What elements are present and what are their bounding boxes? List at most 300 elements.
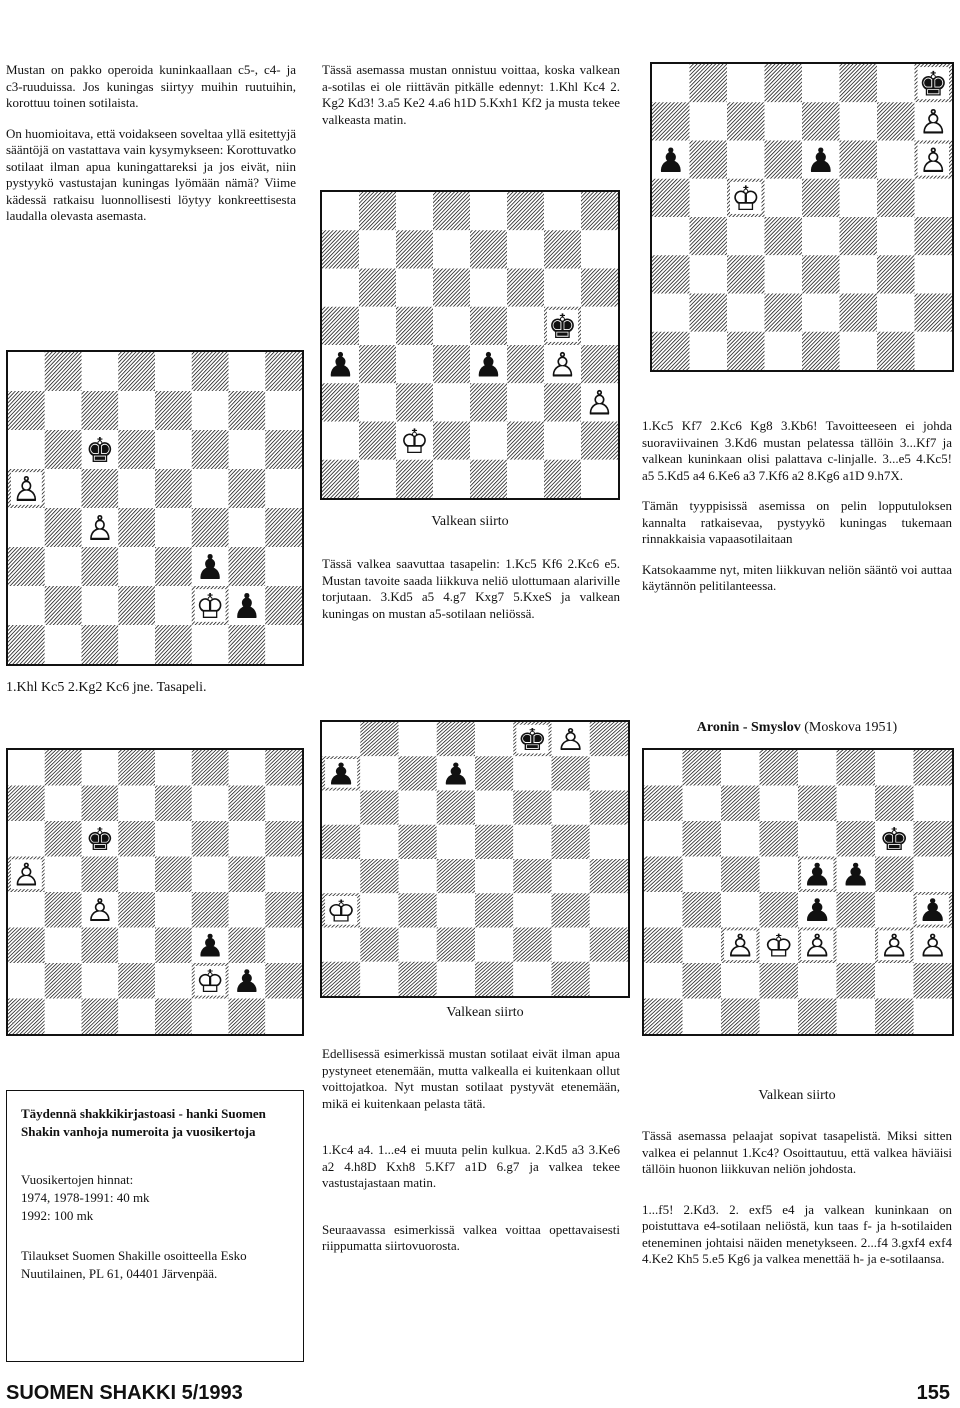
white-pawn-icon: ♙ (85, 508, 115, 549)
board-square (399, 962, 437, 996)
board-square (727, 141, 765, 179)
board-square (192, 625, 229, 664)
board-square (45, 625, 82, 664)
black-king-icon: ♚ (517, 722, 548, 758)
board-square (8, 750, 45, 786)
board-square (683, 857, 722, 893)
board-square (396, 230, 433, 268)
board-square (8, 786, 45, 822)
board-square (82, 750, 119, 786)
black-pawn-icon: ♟ (802, 856, 833, 894)
board-square (513, 825, 551, 859)
board-square (433, 307, 470, 345)
board-square (155, 963, 192, 999)
board-square (840, 332, 878, 370)
board-square (760, 786, 799, 822)
board-square (322, 383, 359, 421)
board-square (322, 859, 360, 893)
white-pawn-icon: ♙ (85, 892, 115, 929)
board-square (590, 928, 628, 962)
board-square (727, 102, 765, 140)
board-square (322, 422, 359, 460)
mid-paragraph-3: Edellisessä esimerkissä mustan sotilaat eivät ilman apua pystyneet etenemään, mutta valkealla ei kuitenkaan ollut voittojatkoa. Nyt mustan sotilaat pystyvät etenemään, mikä ei kuitenkaan pelasta tätä. (322, 1046, 620, 1111)
board-square (359, 345, 396, 383)
board-square (802, 102, 840, 140)
board-square (155, 928, 192, 964)
board-square (118, 352, 155, 391)
mid-paragraph-4: 1.Kc4 a4. 1...e4 ei muuta pelin kulkua. 2.Kd5 a3 3.Ke6 a2 4.h8D Kxh8 5.Kf7 a1D 6.g7 ja valkea tekee vastustajastaan matin. (322, 1142, 620, 1190)
board-square (875, 786, 914, 822)
board-square (8, 586, 45, 625)
board-square (507, 192, 544, 230)
board-square (840, 179, 878, 217)
board-square (552, 859, 590, 893)
board-square (399, 722, 437, 756)
board-square (360, 756, 398, 790)
board-square (155, 625, 192, 664)
board-square (877, 255, 915, 293)
board-square (155, 750, 192, 786)
board-square (475, 791, 513, 825)
right-paragraph-5: 1...f5! 2.Kd3. 2. exf5 e4 ja valkean kuninkaan on poistuttava e4-sotilaan neliöstä, kun taas f- ja h-sotilaiden eteneminen johtaisi näiden menetykseen. 2...f4 3.gxf4 exf4 4.Ke2 Kh5 5.e5 Kg6 ja valkea menettää h- ja e-sotilaansa. (642, 1201, 952, 1266)
right-paragraph-1: 1.Kc5 Kf7 2.Kc6 Kg8 3.Kb6! Tavoitteeseen ei johda suoraviivainen 3.Kd6 mustan pelatessa tällöin 3...Kf7 ja valkean kuninkaan olisi palattava c-linjalle. 3...e5 4.Kc5! a5 5.Kd5 a4 6.Ke6 a3 7.Kf6 a2 8.Kg6 a1D 9.h7X. (642, 418, 952, 483)
board-square (192, 469, 229, 508)
board-square (683, 999, 722, 1035)
black-pawn-icon: ♟ (655, 140, 686, 180)
board-square (82, 391, 119, 430)
board-square (914, 821, 953, 857)
board-square (644, 786, 683, 822)
black-pawn-icon: ♟ (326, 756, 357, 792)
board-square (45, 469, 82, 508)
board-square (683, 963, 722, 999)
board-square (581, 230, 618, 268)
board-square (82, 857, 119, 893)
board-square (721, 750, 760, 786)
board-square (265, 892, 302, 928)
board-square (265, 928, 302, 964)
board-square (192, 430, 229, 469)
white-king-icon: ♔ (399, 421, 430, 461)
board-square (192, 508, 229, 547)
board-square (265, 391, 302, 430)
board-square (82, 999, 119, 1035)
board-square (475, 825, 513, 859)
black-pawn-icon: ♟ (195, 928, 225, 965)
board-square (229, 352, 266, 391)
page-number: 155 (916, 1382, 950, 1404)
board-square (875, 892, 914, 928)
black-pawn-icon: ♟ (232, 586, 262, 627)
board-square (507, 460, 544, 498)
board-square (590, 859, 628, 893)
board-square (507, 269, 544, 307)
board-square (45, 821, 82, 857)
white-king-icon: ♔ (195, 586, 225, 627)
white-pawn-icon: ♙ (879, 927, 910, 965)
board-square (470, 192, 507, 230)
chess-board-svg (322, 722, 628, 996)
board-square (690, 217, 728, 255)
board-square (437, 859, 475, 893)
board-square (265, 821, 302, 857)
board-square (433, 192, 470, 230)
board-square (229, 821, 266, 857)
board-square (915, 332, 953, 370)
board-square (798, 750, 837, 786)
board-square (437, 791, 475, 825)
board-square (265, 999, 302, 1035)
board-square (155, 786, 192, 822)
right-paragraph-3: Katsokaamme nyt, miten liikkuvan neliön sääntö voi auttaa käytännön pelitilanteessa. (642, 561, 952, 593)
board-square (802, 64, 840, 102)
board-square (433, 269, 470, 307)
black-king-icon: ♚ (879, 821, 910, 858)
board-square (359, 230, 396, 268)
board-square (581, 307, 618, 345)
board-square (552, 962, 590, 996)
black-king-icon: ♚ (85, 430, 115, 471)
game-title-place: (Moskova 1951) (804, 720, 898, 735)
board-square (837, 892, 876, 928)
board-square (45, 892, 82, 928)
board-square (652, 332, 690, 370)
white-pawn-icon: ♙ (918, 140, 949, 180)
board-square (840, 294, 878, 332)
board-square (82, 547, 119, 586)
board-square (513, 756, 551, 790)
board-square (721, 963, 760, 999)
board-square (552, 893, 590, 927)
board-square (914, 750, 953, 786)
board-square (118, 430, 155, 469)
white-pawn-icon: ♙ (547, 344, 578, 385)
board-square (765, 255, 803, 293)
board-square (760, 821, 799, 857)
board-square (360, 962, 398, 996)
board-square (433, 383, 470, 421)
board-square (475, 859, 513, 893)
board-square (322, 307, 359, 345)
white-pawn-icon: ♙ (725, 927, 756, 965)
board-square (840, 217, 878, 255)
board-square (192, 999, 229, 1035)
board-square (265, 586, 302, 625)
board-square (8, 625, 45, 664)
ad-box (6, 1090, 304, 1362)
ad-price-1: 1974, 1978-1991: 40 mk (21, 1190, 150, 1205)
board-square (652, 255, 690, 293)
board-square (915, 217, 953, 255)
board-square (229, 786, 266, 822)
game-title-players: Aronin - Smyslov (696, 720, 801, 735)
board-square (359, 269, 396, 307)
board-square (265, 547, 302, 586)
board-square (765, 141, 803, 179)
board-square (359, 422, 396, 460)
white-pawn-icon: ♙ (917, 927, 948, 965)
board-square (192, 391, 229, 430)
board-square (727, 255, 765, 293)
board-square (690, 255, 728, 293)
board-square (118, 391, 155, 430)
board-square (644, 999, 683, 1035)
board-square (877, 102, 915, 140)
board-square (877, 332, 915, 370)
board-square (118, 625, 155, 664)
board-square (590, 962, 628, 996)
board-square (652, 102, 690, 140)
board-square (552, 756, 590, 790)
board-square (360, 825, 398, 859)
black-pawn-icon: ♟ (917, 892, 948, 929)
board-square (360, 928, 398, 962)
board-square (118, 586, 155, 625)
board-square (322, 722, 360, 756)
board-square (581, 422, 618, 460)
board-square (590, 756, 628, 790)
board-square (727, 294, 765, 332)
board-square (765, 217, 803, 255)
board-square (118, 821, 155, 857)
board-square (840, 102, 878, 140)
board-square (544, 460, 581, 498)
board-square (155, 352, 192, 391)
board-square (118, 928, 155, 964)
board-square (552, 825, 590, 859)
board-square (155, 508, 192, 547)
ad-price-2: 1992: 100 mk (21, 1208, 94, 1223)
ad-heading: Täydennä shakkikirjastoasi - hanki Suomen Shakin vanhoja numeroita ja vuosikertoja (21, 1106, 266, 1139)
board-square (727, 332, 765, 370)
board-square (229, 391, 266, 430)
board-square (507, 383, 544, 421)
board-square (322, 269, 359, 307)
board-square (8, 963, 45, 999)
board-square (507, 345, 544, 383)
board-square (82, 625, 119, 664)
board-square (322, 928, 360, 962)
white-king-icon: ♔ (195, 963, 225, 1000)
chess-board-svg (8, 750, 302, 1034)
board-square (265, 508, 302, 547)
board-square (837, 750, 876, 786)
board-square (155, 586, 192, 625)
board-square (45, 750, 82, 786)
board-square (322, 825, 360, 859)
white-king-icon: ♔ (326, 893, 357, 929)
board-square (396, 269, 433, 307)
board-square (322, 192, 359, 230)
board-square (322, 962, 360, 996)
left-paragraph-2: On huomioitava, että voidakseen soveltaa yllä esitettyjä sääntöjä on vastattava vain kysymykseen: Korottuvatko sotilaat ilman apua kuningattareksi ja jos eivät, niin pystyykö vastustajan kuningas lyömään nämä? Viime kädessä ratkaisu luonnollisesti löytyy konkreettisesta laudalla olevasta asemasta. (6, 125, 296, 223)
board-square (513, 962, 551, 996)
board-top-right (650, 62, 954, 372)
board-square (581, 269, 618, 307)
board-square (155, 857, 192, 893)
board-square (192, 892, 229, 928)
board-square (837, 821, 876, 857)
board-square (8, 508, 45, 547)
board-square (802, 255, 840, 293)
board-square (544, 269, 581, 307)
board-square (118, 786, 155, 822)
board-top-left (6, 350, 304, 666)
board-square (82, 586, 119, 625)
board-square (45, 963, 82, 999)
board-square (437, 962, 475, 996)
board-square (229, 547, 266, 586)
white-king-icon: ♔ (763, 927, 794, 965)
board-square (798, 786, 837, 822)
board-square (840, 64, 878, 102)
board-square (837, 786, 876, 822)
board-square (433, 230, 470, 268)
board-square (475, 893, 513, 927)
board-square (877, 141, 915, 179)
black-king-icon: ♚ (547, 306, 578, 347)
right-paragraph-2: Tämän tyyppisissä asemissa on pelin lopputuloksen kannalta ratkaisevaa, pystyykö kuningas tukemaan rinnakkaisia vapaasotilaitaan (642, 498, 952, 546)
board-square (265, 750, 302, 786)
board-square (45, 786, 82, 822)
ad-prices-label: Vuosikertojen hinnat: (21, 1172, 134, 1187)
chess-board-svg (652, 64, 952, 370)
board-square (45, 857, 82, 893)
board-square (644, 892, 683, 928)
board-square (683, 892, 722, 928)
board-square (8, 547, 45, 586)
board-square (265, 963, 302, 999)
board-square (8, 391, 45, 430)
board-square (470, 383, 507, 421)
board-square (875, 750, 914, 786)
board-square (915, 294, 953, 332)
board-square (155, 391, 192, 430)
board-square (8, 892, 45, 928)
board-square (690, 102, 728, 140)
board-square (644, 857, 683, 893)
board-square (8, 999, 45, 1035)
game-title (642, 720, 952, 736)
board-square (507, 230, 544, 268)
board-square (877, 64, 915, 102)
board-square (544, 230, 581, 268)
board-square (513, 893, 551, 927)
board-square (552, 791, 590, 825)
board-square (45, 430, 82, 469)
board-square (683, 786, 722, 822)
board-square (229, 750, 266, 786)
board-square (229, 469, 266, 508)
board-square (396, 192, 433, 230)
board-square (8, 928, 45, 964)
board-square (192, 786, 229, 822)
board-square (322, 230, 359, 268)
white-pawn-icon: ♙ (11, 469, 41, 510)
ad-order: Tilaukset Suomen Shakille osoitteella Esko Nuutilainen, PL 61, 04401 Järvenpää. (21, 1248, 247, 1281)
black-pawn-icon: ♟ (232, 963, 262, 1000)
board-square (470, 460, 507, 498)
board-square (229, 508, 266, 547)
board-square (875, 999, 914, 1035)
board-square (155, 892, 192, 928)
black-pawn-icon: ♟ (440, 756, 471, 792)
board-square (470, 307, 507, 345)
board-square (155, 430, 192, 469)
board-square (760, 963, 799, 999)
board-square (118, 963, 155, 999)
board-square (690, 64, 728, 102)
board-square (192, 352, 229, 391)
board-square (359, 460, 396, 498)
board-square (914, 857, 953, 893)
board-square (721, 857, 760, 893)
board-square (875, 963, 914, 999)
board-square (837, 963, 876, 999)
board-square (727, 64, 765, 102)
board-square (644, 750, 683, 786)
board-square (322, 460, 359, 498)
board-square (155, 999, 192, 1035)
board-square (396, 307, 433, 345)
board-square (437, 893, 475, 927)
board-square (798, 999, 837, 1035)
board-square (877, 217, 915, 255)
board-square (475, 962, 513, 996)
board-square (721, 786, 760, 822)
board-square (644, 821, 683, 857)
board-square (229, 928, 266, 964)
board-square (690, 294, 728, 332)
board-square (229, 625, 266, 664)
black-pawn-icon: ♟ (840, 856, 871, 894)
board-square (652, 294, 690, 332)
board-square (765, 294, 803, 332)
board-square (322, 791, 360, 825)
right-caption: Valkean siirto (758, 1088, 836, 1103)
board-bottom-right (642, 748, 954, 1036)
board-square (507, 307, 544, 345)
board-top-mid (320, 190, 620, 500)
board-square (360, 791, 398, 825)
left-caption: 1.Khl Kc5 2.Kg2 Kc6 jne. Tasapeli. (6, 680, 207, 695)
white-pawn-icon: ♙ (918, 102, 949, 142)
board-square (118, 508, 155, 547)
black-pawn-icon: ♟ (325, 344, 356, 385)
board-square (45, 391, 82, 430)
left-paragraph-1: Mustan on pakko operoida kuninkaallaan c5-, c4- ja c3-ruuduissa. Jos kuningas siirtyy muihin ruutuihin, korottuu toinen sotilaista. (6, 62, 296, 110)
board-square (765, 332, 803, 370)
board-square (798, 963, 837, 999)
board-square (765, 179, 803, 217)
board-square (798, 821, 837, 857)
board-square (690, 332, 728, 370)
board-square (155, 547, 192, 586)
board-bottom-left (6, 748, 304, 1036)
board-square (683, 821, 722, 857)
board-square (396, 345, 433, 383)
board-square (8, 352, 45, 391)
board-square (727, 217, 765, 255)
board-square (437, 722, 475, 756)
board-square (475, 756, 513, 790)
board-square (433, 422, 470, 460)
board-square (45, 508, 82, 547)
magazine-title: SUOMEN SHAKKI 5/1993 (6, 1382, 243, 1404)
board-square (360, 722, 398, 756)
board-square (690, 179, 728, 217)
board-square (544, 192, 581, 230)
